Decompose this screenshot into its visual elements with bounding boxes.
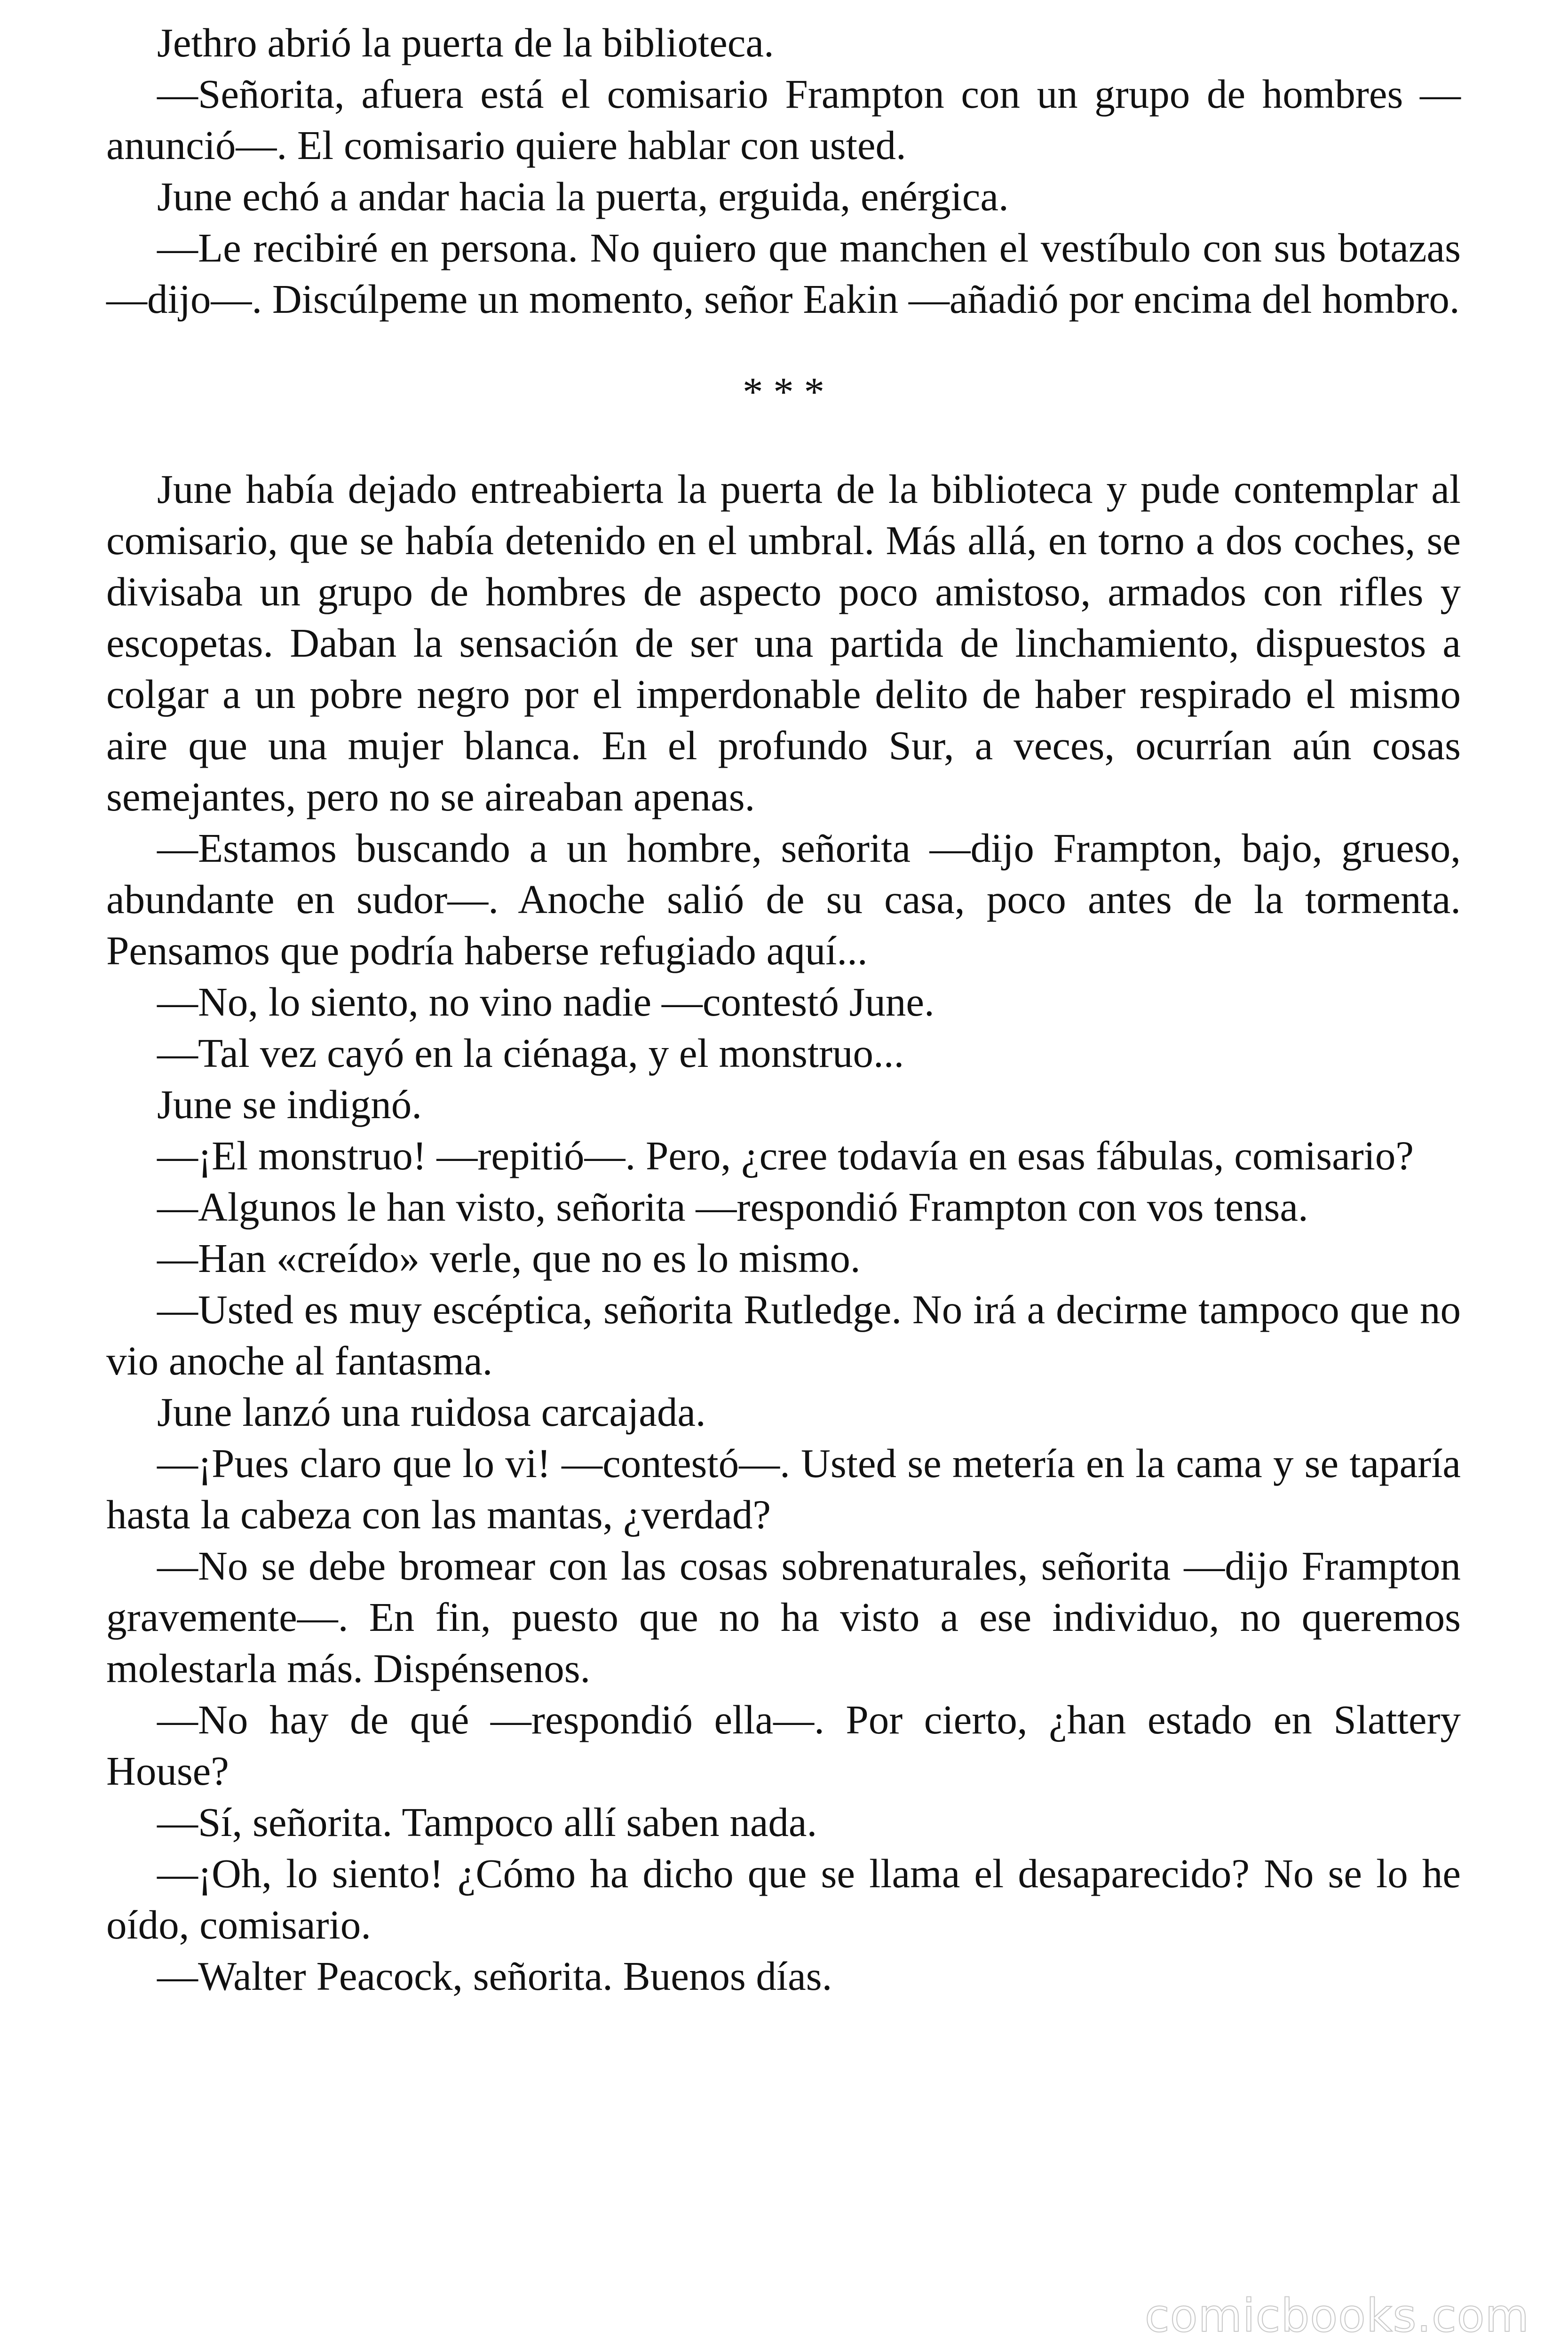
paragraph: —Estamos buscando a un hombre, señorita —dijo Frampton, bajo, grueso, abundante en sudor—. Anoche salió de su casa, poco antes de la tormenta. Pensamos que podría haberse refugiado aquí...: [106, 825, 1461, 973]
paragraph: —No se debe bromear con las cosas sobrenaturales, señorita —dijo Frampton gravemente—. En fin, puesto que no ha visto a ese individuo, no queremos molestarla más. Dispénsenos.: [106, 1543, 1461, 1691]
paragraph: —Walter Peacock, señorita. Buenos días.: [157, 1953, 832, 1999]
paragraph: —Usted es muy escéptica, señorita Rutledge. No irá a decirme tampoco que no vio anoche al fantasma.: [106, 1287, 1461, 1383]
paragraph: —¡Pues claro que lo vi! —contestó—. Usted se metería en la cama y se taparía hasta la cabeza con las mantas, ¿verdad?: [106, 1440, 1461, 1537]
paragraph: —Algunos le han visto, señorita —respondió Frampton con vos tensa.: [157, 1184, 1308, 1230]
paragraph: June echó a andar hacia la puerta, erguida, enérgica.: [157, 174, 1009, 219]
section-separator: * * *: [743, 369, 824, 414]
paragraph: —Han «creído» verle, que no es lo mismo.: [157, 1235, 861, 1281]
paragraph: June lanzó una ruidosa carcajada.: [157, 1389, 706, 1435]
paragraph: June había dejado entreabierta la puerta de la biblioteca y pude contemplar al comisario, que se había detenido en el umbral. Más allá, en torno a dos coches, se divisaba un grupo de hombres de aspecto poco amistoso, armados con rifles y escopetas. Daban la sensación de ser una partida de linchamiento, dispuestos a colgar a un pobre negro por el imperdonable delito de haber respirado el mismo aire que una mujer blanca. En el profundo Sur, a veces, ocurrían aún cosas semejantes, pero no se aireaban apenas.: [106, 466, 1461, 819]
section-spacer: [106, 417, 1461, 463]
book-page: [106, 17, 1461, 2002]
paragraph: Jethro abrió la puerta de la biblioteca.: [157, 20, 774, 65]
paragraph: —¡Oh, lo siento! ¿Cómo ha dicho que se llama el desaparecido? No se lo he oído, comisario.: [106, 1851, 1461, 1947]
watermark-logo: comicbooks.com: [1144, 2289, 1529, 2342]
paragraph: —Señorita, afuera está el comisario Frampton con un grupo de hombres —anunció—. El comisario quiere hablar con usted.: [106, 71, 1461, 168]
paragraph: —¡El monstruo! —repitió—. Pero, ¿cree todavía en esas fábulas, comisario?: [157, 1133, 1414, 1178]
paragraph: —Le recibiré en persona. No quiero que manchen el vestíbulo con sus botazas —dijo—. Discúlpeme un momento, señor Eakin —añadió por encima del hombro.: [106, 225, 1461, 322]
section-spacer: [106, 325, 1461, 366]
paragraph: —No hay de qué —respondió ella—. Por cierto, ¿han estado en Slattery House?: [106, 1697, 1461, 1794]
paragraph: —No, lo siento, no vino nadie —contestó June.: [157, 979, 934, 1025]
paragraph: June se indignó.: [157, 1081, 422, 1127]
paragraph: —Tal vez cayó en la ciénaga, y el monstruo...: [157, 1030, 904, 1076]
paragraph: —Sí, señorita. Tampoco allí saben nada.: [157, 1799, 817, 1845]
